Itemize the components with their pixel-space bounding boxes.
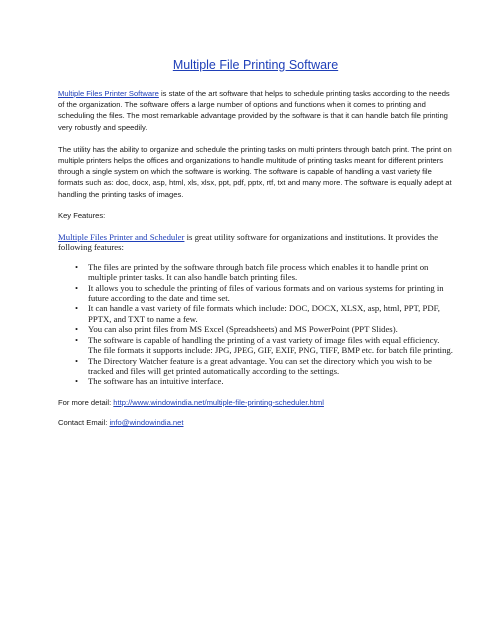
feature-item [75, 355, 453, 377]
feature-text: It allows you to schedule the printing of files of various formats and on various systems for printing in future according to the date and time set. [88, 282, 444, 304]
bullet-icon: • [75, 355, 79, 366]
feature-text: The Directory Watcher feature is a great advantage. You can set the directory which you wish to be tracked and files will get printed automatically according to the settings. [88, 355, 432, 376]
features-intro-text: is great utility software for organizations and institutions. It provides the following features: [58, 232, 439, 253]
document-title [58, 58, 453, 72]
bullet-icon: • [75, 303, 79, 314]
feature-text: The software is capable of handling the printing of a vast variety of image files with equal efficiency. The file formats it supports include: JPG, JPEG, GIF, EXIF, PNG, TIFF, BMP etc. for batch file printing. [88, 334, 453, 356]
scheduler-link[interactable]: Multiple Files Printer and Scheduler [58, 232, 185, 243]
software-link[interactable]: Multiple Files Printer Software [58, 89, 159, 98]
more-detail-link[interactable]: http://www.windowindia.net/multiple-file-printing-scheduler.html [113, 397, 324, 407]
feature-item [75, 334, 453, 356]
features-intro [58, 232, 453, 253]
bullet-icon: • [75, 282, 79, 293]
feature-text: The software has an intuitive interface. [88, 376, 224, 387]
contact-label: Contact Email: [58, 417, 110, 427]
feature-item [75, 261, 453, 283]
bullet-icon: • [75, 334, 79, 345]
utility-paragraph: The utility has the ability to organize and schedule the printing tasks on multi printers through batch print. The print on multiple printers helps the offices and organizations to handle multitude of printing tasks meant for different printers through a single system on which the software is working. The software is capable of handling a vast variety file formats such as: doc, docx, asp, html, xls, xlsx, ppt, pdf, pptx, rtf, txt and many more. The software is equally adept at handling the printing tasks of images. [58, 144, 452, 199]
title-link[interactable]: Multiple File Printing Software [172, 58, 339, 72]
feature-text: You can also print files from MS Excel (Spreadsheets) and MS PowerPoint (PPT Slides). [88, 324, 398, 335]
contact-line [58, 417, 453, 428]
feature-item [75, 282, 453, 304]
intro-paragraph-text: is state of the art software that helps to schedule printing tasks according to the needs of the organization. The software offers a large number of options and functions when it comes to printing and scheduling the files. The most remarkable advantage provided by the software is that it can handle batch file printing very robustly and speedily. [58, 89, 450, 132]
bullet-icon: • [75, 261, 79, 272]
bullet-icon: • [75, 376, 79, 387]
intro-paragraph [58, 88, 453, 133]
feature-item [75, 324, 453, 335]
key-features-heading: Key Features: [58, 210, 106, 220]
features-list [58, 262, 453, 387]
feature-text: It can handle a vast variety of file formats which include: DOC, DOCX, XLSX, asp, html, PPT, PDF, PPTX, and TXT to name a few. [88, 303, 440, 324]
more-detail-line [58, 397, 453, 408]
more-detail-label: For more detail: [58, 397, 114, 407]
bullet-icon: • [75, 324, 79, 335]
feature-item [75, 376, 453, 387]
contact-email-link[interactable]: info@windowindia.net [109, 417, 184, 427]
feature-item [75, 303, 453, 324]
feature-text: The files are printed by the software through batch file process which enables it to handle print on multiple printer tasks. It can also handle batch printing files. [88, 261, 429, 283]
